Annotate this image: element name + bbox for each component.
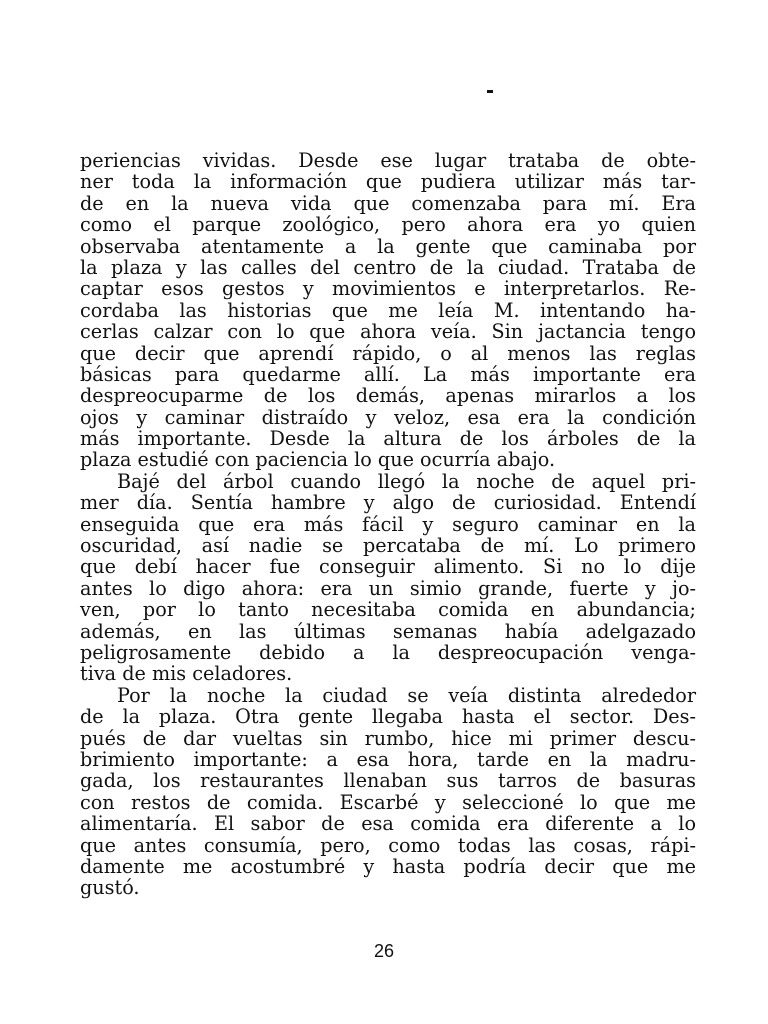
text-line: mer día. Sentía hambre y algo de curiosidad. Entendí [80,491,696,515]
text-line: despreocuparme de los demás, apenas mirarlos a los [80,384,696,408]
body-text [80,150,696,899]
text-line: peligrosamente debido a la despreocupación venga- [80,640,696,664]
text-line: gada, los restaurantes llenaban sus tarros de basuras [80,769,696,793]
text-line: que debí hacer fue conseguir alimento. Si no lo dije [80,555,696,579]
text-line: cerlas calzar con lo que ahora veía. Sin jactancia tengo [80,320,696,344]
text-line: ojos y caminar distraído y veloz, esa era la condición [80,405,696,429]
top-dash-mark [487,90,493,93]
text-line: observaba atentamente a la gente que caminaba por [80,234,696,258]
text-line: ner toda la información que pudiera utilizar más tar- [80,170,696,194]
text-line: más importante. Desde la altura de los árboles de la [80,427,696,451]
text-line: alimentaría. El sabor de esa comida era diferente a lo [80,812,696,836]
text-line: oscuridad, así nadie se percataba de mí. Lo primero [80,534,696,558]
text-line: como el parque zoológico, pero ahora era yo quien [80,213,696,237]
text-line: Bajé del árbol cuando llegó la noche de aquel pri- [117,469,696,493]
text-line: pués de dar vueltas sin rumbo, hice mi primer descu- [80,726,696,750]
text-line: damente me acostumbré y hasta podría decir que me [80,854,696,878]
text-line: antes lo digo ahora: era un simio grande, fuerte y jo- [80,576,696,600]
text-line: además, en las últimas semanas había adelgazado [80,619,696,643]
text-line: tiva de mis celadores. [80,662,293,686]
text-line: captar esos gestos y movimientos e interpretarlos. Re- [80,277,696,301]
text-line: gustó. [80,876,140,900]
text-line: que antes consumía, pero, como todas las cosas, rápi- [80,833,696,857]
text-line: con restos de comida. Escarbé y seleccioné lo que me [80,790,696,814]
text-line: de la plaza. Otra gente llegaba hasta el sector. Des- [80,705,696,729]
text-line: plaza estudié con paciencia lo que ocurría abajo. [80,448,556,472]
text-line: que decir que aprendí rápido, o al menos las reglas [80,341,696,365]
text-line: ven, por lo tanto necesitaba comida en abundancia; [80,598,696,622]
text-line: la plaza y las calles del centro de la ciudad. Trataba de [80,255,696,279]
text-line: enseguida que era más fácil y seguro caminar en la [80,512,696,536]
text-line: Por la noche la ciudad se veía distinta alrededor [117,683,696,707]
page-number: 26 [373,941,395,961]
text-line: cordaba las historias que me leía M. intentando ha- [80,298,696,322]
text-line: básicas para quedarme allí. La más importante era [80,362,696,386]
text-line: brimiento importante: a esa hora, tarde en la madru- [80,747,696,771]
text-line: periencias vividas. Desde ese lugar trataba de obte- [80,149,696,172]
text-line: de en la nueva vida que comenzaba para mí. Era [80,191,696,215]
